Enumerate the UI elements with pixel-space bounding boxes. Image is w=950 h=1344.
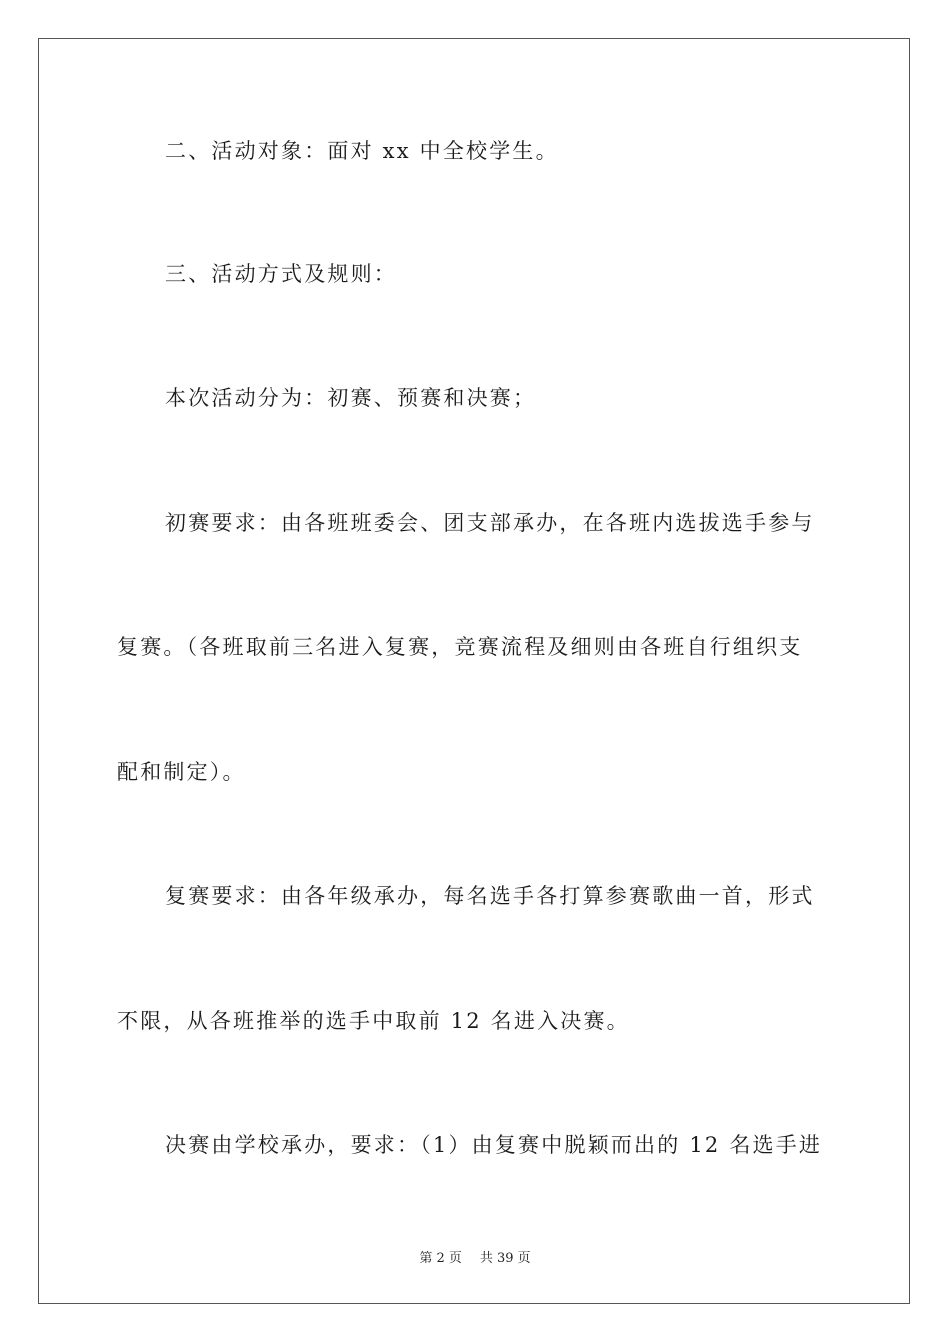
paragraph-line-3: 本次活动分为：初赛、预赛和决赛； bbox=[165, 386, 537, 410]
paragraph-line-7: 复赛要求：由各年级承办，每名选手各打算参赛歌曲一首，形式 bbox=[165, 884, 815, 908]
paragraph-line-6: 配和制定）。 bbox=[117, 760, 246, 784]
paragraph-line-8: 不限，从各班推举的选手中取前 12 名进入决赛。 bbox=[117, 1009, 630, 1033]
page-footer bbox=[0, 1247, 950, 1266]
paragraph-line-1: 二、活动对象：面对 xx 中全校学生。 bbox=[165, 139, 559, 163]
page-total: 共 39 页 bbox=[479, 1251, 531, 1266]
paragraph-line-9: 决赛由学校承办，要求：（1）由复赛中脱颖而出的 12 名选手进 bbox=[165, 1133, 823, 1157]
paragraph-line-2: 三、活动方式及规则： bbox=[165, 262, 397, 286]
paragraph-line-4: 初赛要求：由各班班委会、团支部承办，在各班内选拔选手参与 bbox=[165, 511, 815, 535]
page-border bbox=[38, 38, 910, 1304]
page-number: 第 2 页 bbox=[419, 1251, 462, 1266]
paragraph-line-5: 复赛。（各班取前三名进入复赛，竞赛流程及细则由各班自行组织支 bbox=[117, 635, 803, 659]
